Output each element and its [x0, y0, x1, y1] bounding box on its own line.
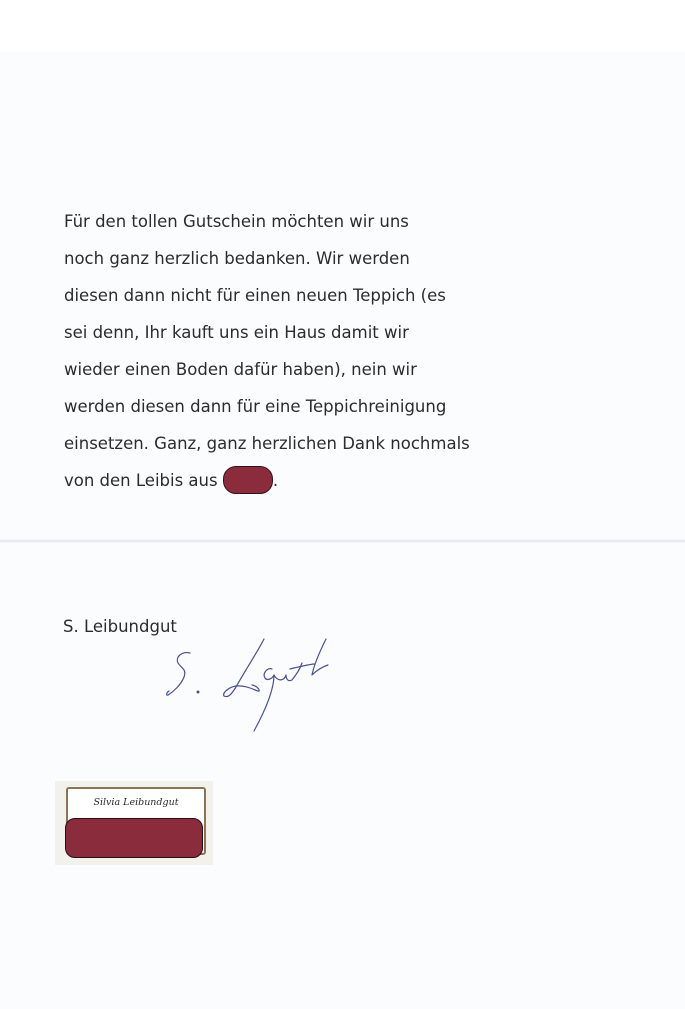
paper-fold-line — [0, 539, 685, 543]
letter-body — [64, 203, 470, 499]
letter-line: einsetzen. Ganz, ganz herzlichen Dank nochmals — [64, 434, 470, 453]
letter-line: werden diesen dann für eine Teppichreinigung — [64, 397, 447, 416]
letter-line-end: . — [272, 471, 279, 490]
letter-line: von den Leibis aus — [64, 471, 218, 490]
signer-name: S. Leibundgut — [63, 617, 177, 636]
redacted-address — [65, 818, 203, 858]
letter-last-line — [64, 462, 470, 499]
redacted-place — [223, 466, 273, 494]
letter-line: noch ganz herzlich bedanken. Wir werden — [64, 249, 410, 268]
letter-line: wieder einen Boden dafür haben), nein wir — [64, 360, 417, 379]
letter-line: Für den tollen Gutschein möchten wir uns — [64, 212, 409, 231]
letter-line: diesen dann nicht für einen neuen Teppich (es — [64, 286, 446, 305]
letter-line: sei denn, Ihr kauft uns ein Haus damit wir — [64, 323, 409, 342]
address-card-name: Silvia Leibundgut — [93, 797, 179, 808]
handwritten-signature — [160, 635, 350, 735]
letter-paper — [0, 52, 685, 1009]
